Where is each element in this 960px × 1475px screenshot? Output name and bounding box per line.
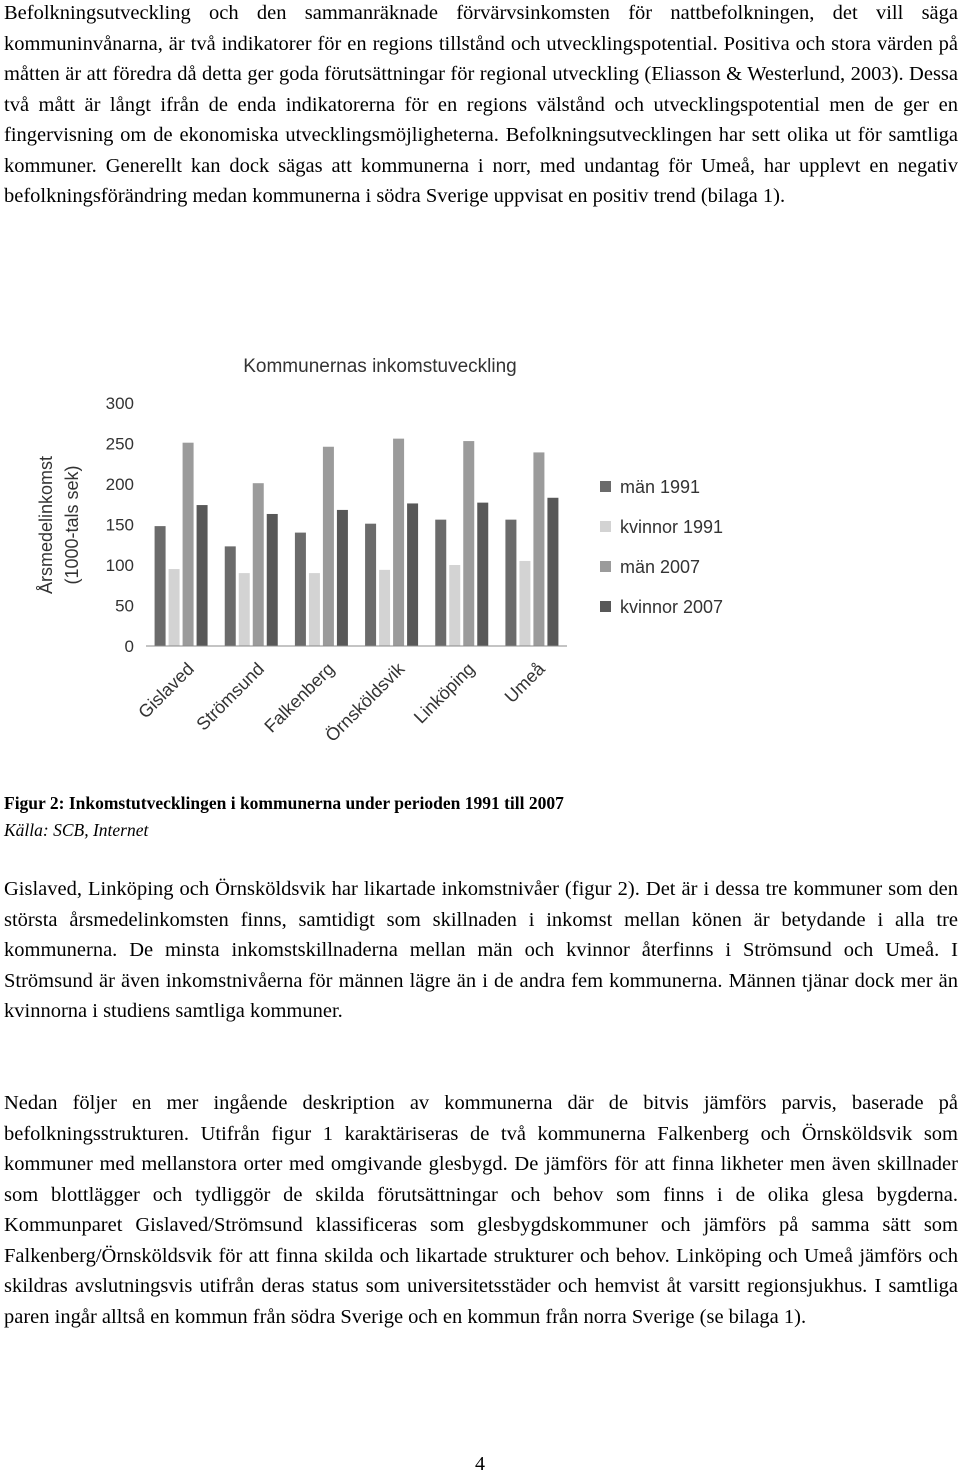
bar: [365, 524, 376, 646]
bar: [477, 503, 488, 646]
y-axis-label-line2: (1000-tals sek): [62, 465, 82, 585]
bar: [547, 498, 558, 646]
legend-label: kvinnor 2007: [620, 597, 724, 617]
bar: [435, 520, 446, 646]
bar: [505, 520, 516, 646]
legend-label: män 2007: [620, 557, 701, 577]
bar: [519, 561, 530, 646]
bar: [225, 546, 236, 646]
bar: [393, 439, 404, 646]
bar: [449, 565, 460, 646]
y-tick-label: 300: [105, 394, 134, 413]
legend-label: män 1991: [620, 477, 701, 497]
legend-swatch: [600, 561, 611, 572]
legend-swatch: [600, 481, 611, 492]
bar: [253, 483, 264, 646]
bar: [239, 573, 250, 646]
y-tick-label: 0: [124, 637, 134, 656]
page-number: 4: [475, 1453, 485, 1475]
paragraph-income-levels: Gislaved, Linköping och Örnsköldsvik har likartade inkomstnivåer (figur 2). Det är i dessa tre kommuner som den största årsmedelinkomsten finns, samtidigt som skillnaden i inkomst mellan könen är betydande i alla tre kommunerna. De minsta inkomstskillnaderna mellan män och kvinnor återfinns i Strömsund och Umeå. I Strömsund är även inkomstnivåerna för männen lägre än i de andra fem kommunerna. Männen tjänar dock mer än kvinnorna i studiens samtliga kommuner.: [4, 878, 958, 1022]
bar: [295, 533, 306, 646]
figure-source: Källa: SCB, Internet: [4, 820, 149, 840]
bar: [267, 514, 278, 646]
bar: [309, 573, 320, 646]
x-tick-label: Gislaved: [134, 658, 198, 723]
bar: [169, 569, 180, 646]
bar: [197, 505, 208, 646]
bar: [463, 441, 474, 646]
bar: [337, 510, 348, 646]
bar: [379, 570, 390, 646]
y-axis-label-line1: Årsmedelinkomst: [36, 455, 56, 595]
y-tick-label: 200: [105, 475, 134, 494]
y-tick-label: 250: [105, 434, 134, 454]
bar: [407, 503, 418, 646]
income-bar-chart: [0, 340, 960, 785]
x-tick-label: Linköping: [409, 658, 479, 728]
x-tick-label: Umeå: [500, 658, 549, 707]
legend-swatch: [600, 601, 611, 612]
paragraph-municipality-pairs: Nedan följer en mer ingående deskription av kommunerna där de bitvis jämförs parvis, baserade på befolkningsstrukturen. Utifrån figur 1 karaktäriseras de två kommunerna Falkenberg och Örnsköldsvik som kommuner med mellanstora orter med omgivande glesbygd. De jämförs för att finna likheter men även skillnader som blottlägger och tydliggör de skilda förutsättningar och behov som finns i de olika glesa bygderna. Kommunparet Gislaved/Strömsund klassificeras som glesbygdskommuner och jämförs på samma sätt som Falkenberg/Örnsköldsvik för att finna skilda och likartade strukturer och behov. Linköping och Umeå jämförs och skildras avslutningsvis utifrån deras status som universitetsstäder och hemvist åt varsitt regionsjukhus. I samtliga paren ingår alltså en kommun från södra Sverige och en kommun från norra Sverige (se bilaga 1).: [4, 1092, 958, 1328]
y-tick-label: 150: [105, 515, 134, 535]
bar: [183, 443, 194, 646]
bar: [155, 526, 166, 646]
x-tick-label: Örnsköldsvik: [321, 658, 409, 746]
x-tick-label: Falkenberg: [260, 658, 339, 737]
legend-swatch: [600, 521, 611, 532]
bar: [323, 447, 334, 646]
paragraph-population: Befolkningsutveckling och den sammanräknade förvärvsinkomsten för nattbefolkningen, det vill säga kommuninvånarna, är två indikatorer för en regions tillstånd och utvecklingspotential. Positiva och stora värden på måtten är att föredra då detta ger goda förutsättningar för regional utveckling (Eliasson & Westerlund, 2003). Dessa två mått är långt ifrån de enda indikatorerna för en regions välstånd och utvecklingspotential men de ger en fingervisning om de ekonomiska utvecklingsmöjligheterna. Befolkningsutvecklingen har sett olika ut för samtliga kommuner. Generellt kan dock sägas att kommunerna i norr, med undantag för Umeå, har upplevt en negativ befolkningsförändring medan kommunerna i södra Sverige uppvisat en positiv trend (bilaga 1).: [4, 2, 958, 207]
legend-label: kvinnor 1991: [620, 517, 724, 537]
bar: [533, 452, 544, 646]
income-chart-figure: [0, 340, 960, 785]
x-tick-label: Strömsund: [192, 658, 269, 735]
chart-title: Kommunernas inkomstuveckling: [243, 356, 517, 377]
y-tick-label: 100: [105, 556, 134, 575]
figure-caption: Figur 2: Inkomstutvecklingen i kommunerna under perioden 1991 till 2007: [4, 793, 564, 813]
y-tick-label: 50: [115, 596, 134, 616]
